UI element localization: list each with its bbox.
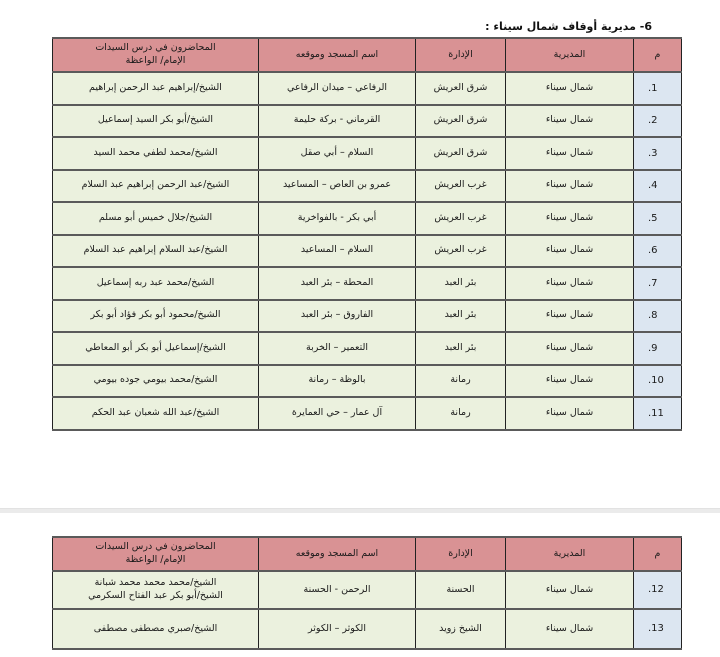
row-number: .2 [634, 105, 682, 138]
row-lecturer: الشيخ/عبد السلام إبراهيم عبد السلام [53, 235, 259, 268]
mosques-table-part-2 [52, 536, 682, 650]
table-row [53, 267, 682, 300]
header-directorate: المديرية [506, 537, 634, 571]
row-administration: غرب العريش [416, 202, 506, 235]
row-number: .5 [634, 202, 682, 235]
row-number: .4 [634, 170, 682, 203]
row-lecturer: الشيخ/صبري مصطفى مصطفى [53, 609, 259, 649]
table-row [53, 137, 682, 170]
row-lecturer: الشيخ/أبو بكر السيد إسماعيل [53, 105, 259, 138]
row-number: .8 [634, 300, 682, 333]
row-mosque: عمرو بن العاص – المساعيد [259, 170, 416, 203]
row-number: .7 [634, 267, 682, 300]
header-lecturers-line2: الإمام/ الواعظة [125, 554, 186, 565]
header-mosque: اسم المسجد وموقعه [259, 537, 416, 571]
header-administration: الإدارة [416, 537, 506, 571]
row-administration: شرق العريش [416, 137, 506, 170]
table-row [53, 105, 682, 138]
header-number: م [634, 38, 682, 72]
row-number: .13 [634, 609, 682, 649]
row-administration: بئر العبد [416, 267, 506, 300]
table-row [53, 202, 682, 235]
row-directorate: شمال سيناء [506, 609, 634, 649]
row-lecturer: الشيخ/عبد الله شعبان عبد الحكم [53, 397, 259, 430]
header-administration: الإدارة [416, 38, 506, 72]
row-mosque: بالوظة – رمانة [259, 365, 416, 398]
table-row [53, 332, 682, 365]
row-directorate: شمال سيناء [506, 202, 634, 235]
row-directorate: شمال سيناء [506, 267, 634, 300]
row-lecturer: الشيخ/محمد عبد ربه إسماعيل [53, 267, 259, 300]
row-directorate: شمال سيناء [506, 397, 634, 430]
header-lecturers-line1: المحاضرون في درس السيدات [95, 541, 216, 553]
row-mosque: آل عمار – حي العمايرة [259, 397, 416, 430]
row-administration: بئر العبد [416, 300, 506, 333]
header-lecturers-line1: المحاضرون في درس السيدات [95, 42, 216, 54]
row-lecturer: الشيخ/جلال خميس أبو مسلم [53, 202, 259, 235]
row-number: .1 [634, 72, 682, 105]
row-administration: غرب العريش [416, 235, 506, 268]
row-mosque: المحطة – بئر العبد [259, 267, 416, 300]
row-lecturer: الشيخ/إسماعيل أبو بكر أبو المعاطي [53, 332, 259, 365]
row-lecturer: الشيخ/محمد بيومي جوده بيومي [53, 365, 259, 398]
row-administration: الشيخ زويد [416, 609, 506, 649]
row-number: .11 [634, 397, 682, 430]
section-title: 6- مديرية أوقاف شمال سيناء : [485, 20, 652, 33]
row-mosque: الفاروق – بئر العبد [259, 300, 416, 333]
row-mosque: التعمير – الخربة [259, 332, 416, 365]
row-lecturer: الشيخ/محمد لطفي محمد السيد [53, 137, 259, 170]
row-directorate: شمال سيناء [506, 332, 634, 365]
header-lecturers [53, 38, 259, 72]
row-directorate: شمال سيناء [506, 105, 634, 138]
row-administration: الحسنة [416, 571, 506, 609]
table-row [53, 72, 682, 105]
header-directorate: المديرية [506, 38, 634, 72]
row-number: .3 [634, 137, 682, 170]
row-directorate: شمال سيناء [506, 137, 634, 170]
row-mosque: أبي بكر - بالفواخرية [259, 202, 416, 235]
row-directorate: شمال سيناء [506, 235, 634, 268]
table-row [53, 365, 682, 398]
header-mosque: اسم المسجد وموقعه [259, 38, 416, 72]
row-lecturer: الشيخ/إبراهيم عبد الرحمن إبراهيم [53, 72, 259, 105]
row-number: .10 [634, 365, 682, 398]
table-row [53, 571, 682, 609]
header-lecturers-line2: الإمام/ الواعظة [125, 55, 186, 66]
row-lecturer: الشيخ/عبد الرحمن إبراهيم عبد السلام [53, 170, 259, 203]
header-number: م [634, 537, 682, 571]
row-lecturer: الشيخ/محمود أبو بكر فؤاد أبو بكر [53, 300, 259, 333]
row-lecturers [53, 571, 259, 609]
table-row [53, 235, 682, 268]
row-mosque: السلام – المساعيد [259, 235, 416, 268]
mosques-table-part-1 [52, 37, 682, 431]
row-administration: بئر العبد [416, 332, 506, 365]
row-administration: رمانة [416, 397, 506, 430]
table-row [53, 170, 682, 203]
row-mosque: الرفاعي – ميدان الرفاعي [259, 72, 416, 105]
row-mosque: الرحمن - الحسنة [259, 571, 416, 609]
row-directorate: شمال سيناء [506, 300, 634, 333]
document-page-2 [0, 513, 720, 657]
row-mosque: الكوثر – الكوثر [259, 609, 416, 649]
row-directorate: شمال سيناء [506, 365, 634, 398]
table-row [53, 397, 682, 430]
row-administration: غرب العريش [416, 170, 506, 203]
table-header-row [53, 537, 682, 571]
row-number: .9 [634, 332, 682, 365]
table-row [53, 300, 682, 333]
row-mosque: السلام – أبي صقل [259, 137, 416, 170]
row-mosque: القرماني - بركة حليمة [259, 105, 416, 138]
row-directorate: شمال سيناء [506, 170, 634, 203]
row-administration: رمانة [416, 365, 506, 398]
row-directorate: شمال سيناء [506, 72, 634, 105]
row-number: .12 [634, 571, 682, 609]
table-header-row [53, 38, 682, 72]
row-directorate: شمال سيناء [506, 571, 634, 609]
row-administration: شرق العريش [416, 72, 506, 105]
row-number: .6 [634, 235, 682, 268]
row-administration: شرق العريش [416, 105, 506, 138]
header-lecturers [53, 537, 259, 571]
row-lecturer: الشيخ/أبو بكر عبد الفتاح السكرمي [88, 590, 223, 601]
row-lecturer: الشيخ/محمد محمد محمد شبانة [94, 577, 217, 589]
table-row [53, 609, 682, 649]
